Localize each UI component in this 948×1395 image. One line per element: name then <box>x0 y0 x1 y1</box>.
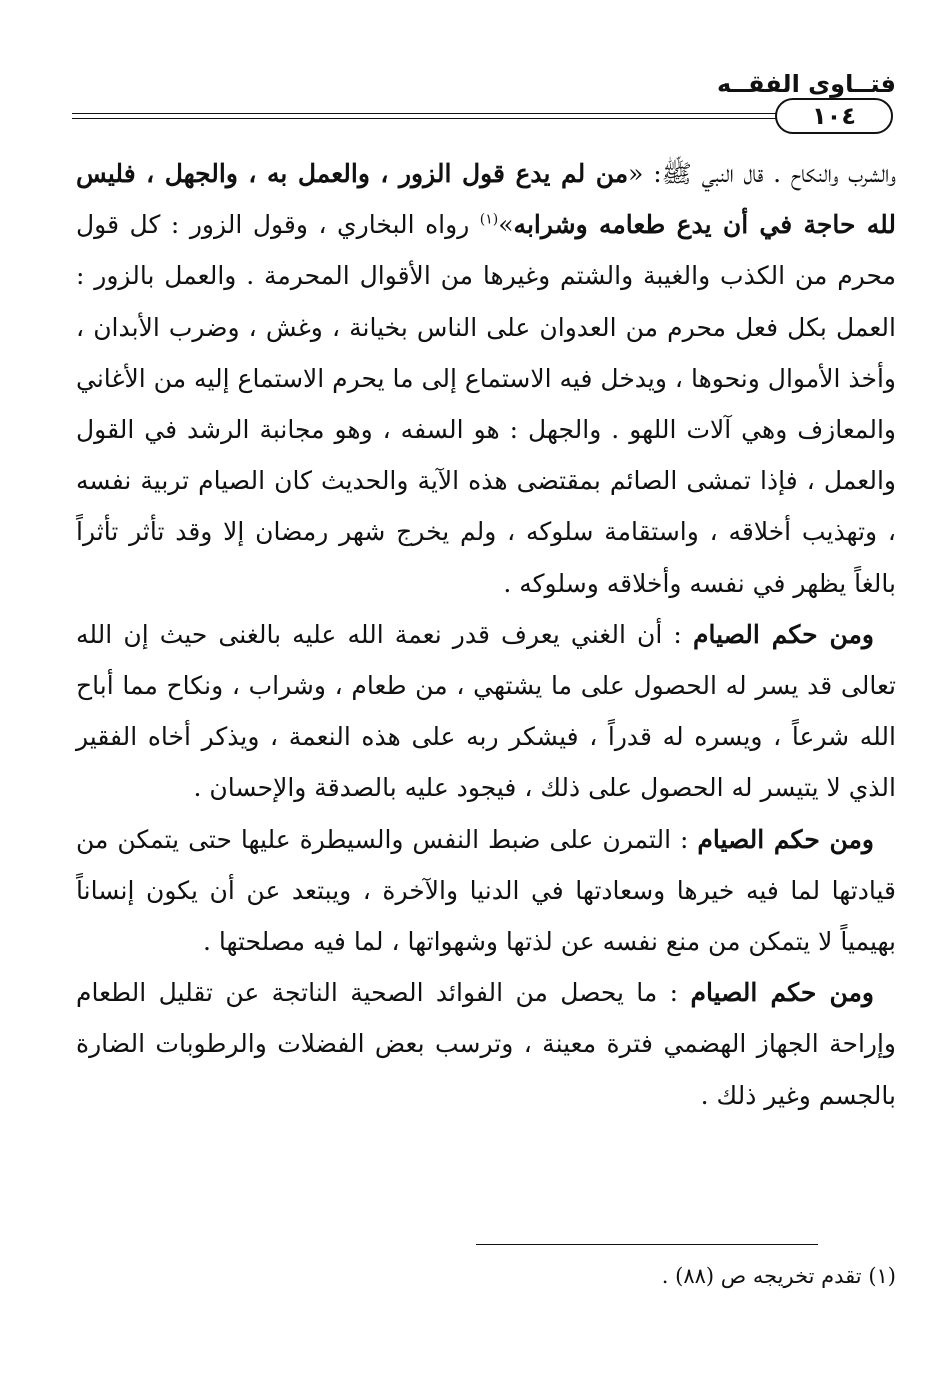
paragraph-2-text: : أن الغني يعرف قدر نعمة الله عليه بالغنى حيث إن الله تعالى قد يسر له الحصول على ما يشتهي ، من طعام ، وشراب ، ونكاح مما أباح الله شرعاً ، ويسره له قدراً ، فيشكر ربه على هذه النعمة ، ويذكر أخاه الفقير الذي لا يتيسر له الحصول على ذلك ، فيجود عليه بالصدقة والإحسان . <box>76 619 896 803</box>
page-number-badge: ١٠٤ <box>775 98 893 134</box>
paragraph-3-lead: ومن حكم الصيام <box>697 824 874 854</box>
paragraph-4-lead: ومن حكم الصيام <box>690 978 875 1008</box>
paragraph-1-intro: والشرب والنكاح . قال النبي ﷺ: « <box>628 159 896 188</box>
paragraph-3 <box>76 814 896 968</box>
paragraph-1-body: رواه البخاري ، وقول الزور : كل قول محرم من الكذب والغيبة والشتم وغيرها من الأقوال المحرمة . والعمل بالزور : العمل بكل فعل محرم من العدوان على الناس بخيانة ، وغش ، وضرب الأبدان ، وأخذ الأموال ونحوها ، ويدخل فيه الاستماع إلى ما يحرم الاستماع إليه من الأغاني والمعازف وهي آلات اللهو . والجهل : هو السفه ، وهو مجانبة الرشد في القول والعمل ، فإذا تمشى الصائم بمقتضى هذه الآية والحديث كان الصيام تربية نفسه ، وتهذيب أخلاقه ، واستقامة سلوكه ، ولم يخرج شهر رمضان إلا وقد تأثر تأثراً بالغاً يظهر في نفسه وأخلاقه وسلوكه . <box>76 210 896 598</box>
quote-close: » <box>498 210 514 240</box>
main-text <box>76 148 896 1121</box>
footnote-marker: (١) <box>479 211 499 228</box>
header-rule-bottom <box>72 118 780 119</box>
paragraph-2-lead: ومن حكم الصيام <box>692 619 874 649</box>
hadith-quote: من لم يدع قول الزور ، والعمل به ، والجهل ، فليس لله حاجة في أن يدع طعامه وشرابه <box>76 159 896 240</box>
header-rule-top <box>72 113 780 114</box>
paragraph-3-text: : التمرن على ضبط النفس والسيطرة عليها حتى يتمكن من قيادتها لما فيه خيرها وسعادتها في الدنيا والآخرة ، ويبتعد عن أن يكون إنساناً بهيمياً لا يتمكن من منع نفسه عن لذتها وشهواتها ، لما فيه مصلحتها . <box>76 824 896 957</box>
footnote: (١) تقدم تخريجه ص (٨٨) . <box>661 1264 896 1288</box>
paragraph-4-text: : ما يحصل من الفوائد الصحية الناتجة عن تقليل الطعام وإراحة الجهاز الهضمي فترة معينة ، وترسب بعض الفضلات والرطوبات الضارة بالجسم وغير ذلك . <box>76 978 896 1110</box>
paragraph-4 <box>76 967 896 1121</box>
paragraph-2 <box>76 609 896 814</box>
running-header-title: فتــاوى الفقــه <box>717 70 896 98</box>
paragraph-1 <box>76 148 896 609</box>
footnote-separator <box>476 1244 818 1245</box>
